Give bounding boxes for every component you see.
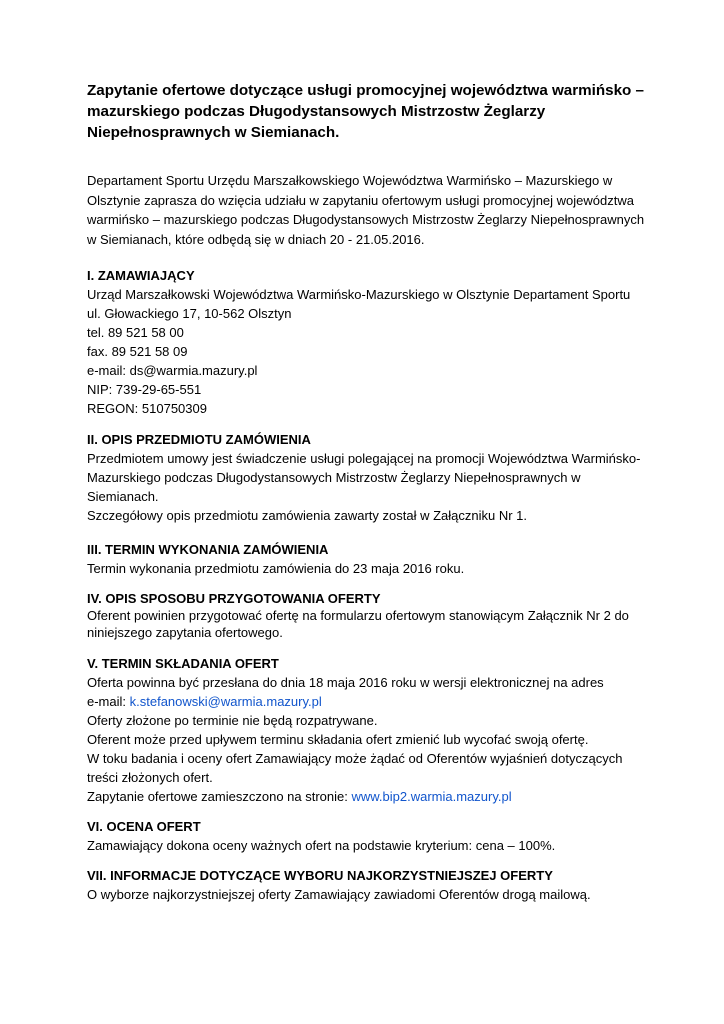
section-text: Oferent powinien przygotować ofertę na formularzu ofertowym stanowiącym Załącznik Nr 2 do niniejszego zapytania ofertowego.	[87, 608, 629, 640]
section-heading: IV. OPIS SPOSOBU PRZYGOTOWANIA OFERTY	[87, 591, 381, 606]
website-line	[87, 787, 647, 806]
website-prefix: Zapytanie ofertowe zamieszczono na stronie:	[87, 789, 352, 804]
org-address: ul. Głowackiego 17, 10-562 Olsztyn	[87, 306, 292, 321]
section-heading: VI. OCENA OFERT	[87, 819, 201, 834]
website-link[interactable]: www.bip2.warmia.mazury.pl	[351, 789, 512, 804]
org-phone: tel. 89 521 58 00	[87, 325, 184, 340]
section-text: Zamawiający dokona oceny ważnych ofert na podstawie kryterium: cena – 100%.	[87, 838, 556, 853]
section-text: W toku badania i oceny ofert Zamawiający może żądać od Oferentów wyjaśnień dotyczących treści złożonych ofert.	[87, 751, 623, 785]
document-title: Zapytanie ofertowe dotyczące usługi promocyjnej województwa warmińsko – mazurskiego podczas Długodystansowych Mistrzostw Żeglarzy Niepełnosprawnych w Siemianach.	[87, 82, 644, 141]
section-text: O wyborze najkorzystniejszej oferty Zamawiający zawiadomi Oferentów drogą mailową.	[87, 887, 591, 902]
section-text: Termin wykonania przedmiotu zamówienia do 23 maja 2016 roku.	[87, 561, 465, 576]
section-heading: V. TERMIN SKŁADANIA OFERT	[87, 656, 279, 671]
email-line	[87, 692, 647, 711]
section-opis-przedmiotu	[87, 431, 647, 525]
org-fax: fax. 89 521 58 09	[87, 344, 188, 359]
intro-paragraph: Departament Sportu Urzędu Marszałkowskiego Województwa Warmińsko – Mazurskiego w Olsztynie zaprasza do wzięcia udziału w zapytaniu ofertowym usługi promocyjnej województwa warmińsko – mazurskiego podczas Długodystansowych Mistrzostw Żeglarzy Niepełnosprawnych w Siemianach, które odbędą się w dniach 20 - 21.05.2016.	[87, 173, 645, 247]
section-informacje	[87, 867, 647, 904]
section-ocena	[87, 818, 647, 855]
section-heading: III. TERMIN WYKONANIA ZAMÓWIENIA	[87, 542, 329, 557]
section-text: Oferent może przed upływem terminu składania ofert zmienić lub wycofać swoją ofertę.	[87, 732, 589, 747]
section-zamawiajacy	[87, 267, 647, 418]
document-page	[87, 80, 647, 918]
section-text: Oferty złożone po terminie nie będą rozpatrywane.	[87, 713, 378, 728]
section-heading: II. OPIS PRZEDMIOTU ZAMÓWIENIA	[87, 432, 311, 447]
section-opis-sposobu	[87, 590, 647, 641]
email-link[interactable]: k.stefanowski@warmia.mazury.pl	[129, 694, 322, 709]
section-termin-wykonania	[87, 541, 647, 578]
section-text: Oferta powinna być przesłana do dnia 18 maja 2016 roku w wersji elektronicznej na adres	[87, 675, 604, 690]
section-heading: VII. INFORMACJE DOTYCZĄCE WYBORU NAJKORZYSTNIEJSZEJ OFERTY	[87, 868, 553, 883]
section-text: Przedmiotem umowy jest świadczenie usługi polegającej na promocji Województwa Warmińsko-Mazurskiego podczas Długodystansowych Mistrzostw Żeglarzy Niepełnosprawnych w Siemianach.	[87, 451, 641, 504]
org-email: e-mail: ds@warmia.mazury.pl	[87, 363, 258, 378]
org-name: Urząd Marszałkowski Województwa Warmińsko-Mazurskiego w Olsztynie Departament Sportu	[87, 287, 631, 302]
section-text: Szczegółowy opis przedmiotu zamówienia zawarty został w Załączniku Nr 1.	[87, 508, 528, 523]
email-prefix: e-mail:	[87, 694, 130, 709]
section-heading: I. ZAMAWIAJĄCY	[87, 268, 195, 283]
org-regon: REGON: 510750309	[87, 401, 207, 416]
org-nip: NIP: 739-29-65-551	[87, 382, 202, 397]
section-termin-skladania	[87, 655, 647, 806]
